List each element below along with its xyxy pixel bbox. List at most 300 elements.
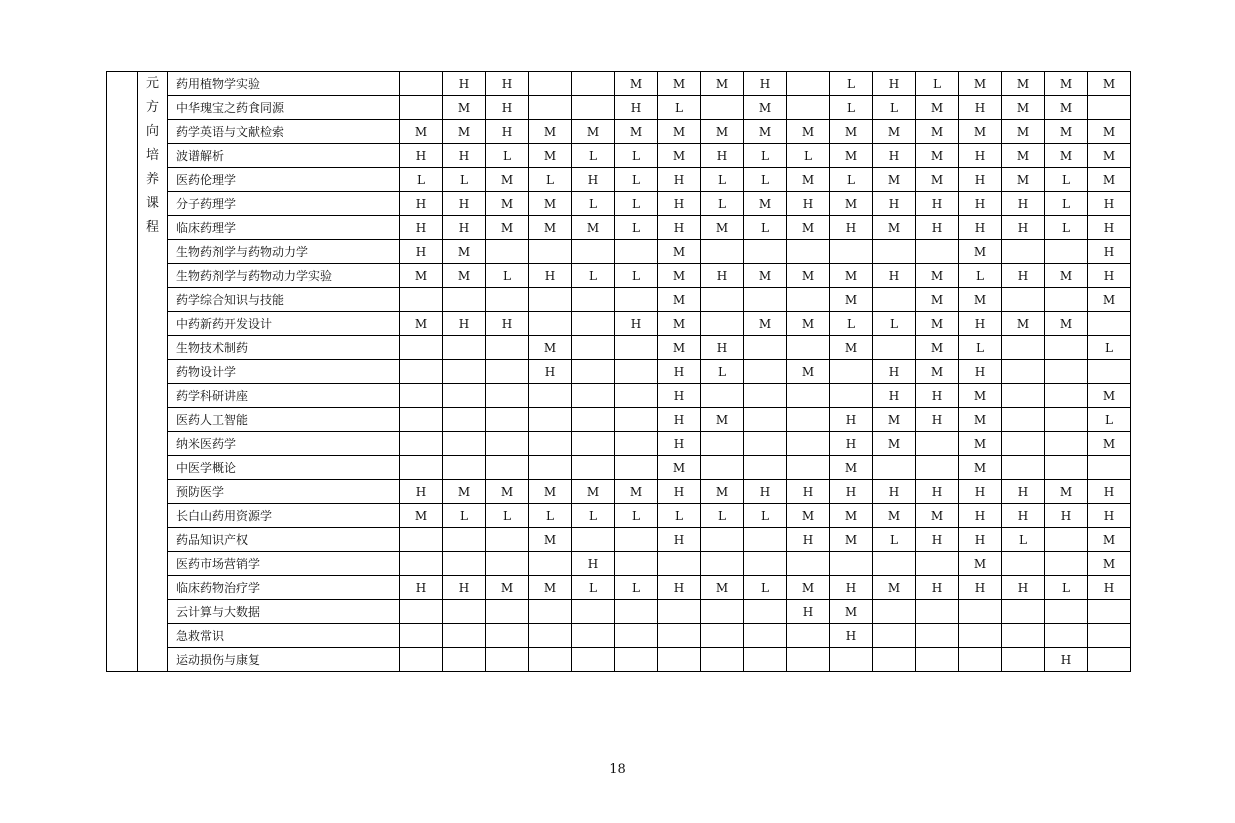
rating-cell: M <box>572 120 615 144</box>
rating-cell: M <box>830 504 873 528</box>
rating-cell: M <box>1088 552 1131 576</box>
rating-cell: H <box>615 312 658 336</box>
rating-cell <box>1002 336 1045 360</box>
side-label-char: 向 <box>145 124 159 139</box>
rating-cell: H <box>1088 192 1131 216</box>
course-name-cell: 生物技术制药 <box>168 336 400 360</box>
rating-cell <box>787 624 830 648</box>
rating-cell: M <box>400 504 443 528</box>
rating-cell <box>486 240 529 264</box>
rating-cell: H <box>1088 504 1131 528</box>
rating-cell: L <box>615 192 658 216</box>
rating-cell: L <box>873 96 916 120</box>
rating-cell <box>873 456 916 480</box>
rating-cell: L <box>701 168 744 192</box>
rating-cell: H <box>830 624 873 648</box>
rating-cell: H <box>400 576 443 600</box>
rating-cell: H <box>916 480 959 504</box>
rating-cell: M <box>916 144 959 168</box>
rating-cell: M <box>658 288 701 312</box>
rating-cell <box>1002 288 1045 312</box>
rating-cell: H <box>486 312 529 336</box>
rating-cell: H <box>658 168 701 192</box>
rating-cell <box>572 432 615 456</box>
rating-cell <box>873 648 916 672</box>
rating-cell <box>529 456 572 480</box>
rating-cell: M <box>787 360 830 384</box>
rating-cell <box>744 528 787 552</box>
course-name-cell: 预防医学 <box>168 480 400 504</box>
rating-cell <box>443 552 486 576</box>
rating-cell: L <box>443 504 486 528</box>
rating-cell: H <box>486 96 529 120</box>
rating-cell <box>1002 432 1045 456</box>
rating-cell: H <box>959 480 1002 504</box>
rating-cell: H <box>658 432 701 456</box>
rating-cell <box>486 360 529 384</box>
rating-cell: M <box>658 312 701 336</box>
rating-cell: M <box>873 168 916 192</box>
rating-cell: M <box>529 120 572 144</box>
rating-cell: H <box>916 528 959 552</box>
rating-cell: L <box>701 504 744 528</box>
rating-cell <box>916 600 959 624</box>
rating-cell: M <box>529 576 572 600</box>
rating-cell <box>787 384 830 408</box>
rating-cell <box>400 456 443 480</box>
rating-cell: M <box>787 576 830 600</box>
rating-cell: H <box>873 384 916 408</box>
table-row <box>107 408 1131 432</box>
rating-cell <box>1088 456 1131 480</box>
rating-cell <box>744 336 787 360</box>
rating-cell <box>701 288 744 312</box>
rating-cell: L <box>744 144 787 168</box>
rating-cell <box>529 312 572 336</box>
course-name-cell: 药用植物学实验 <box>168 72 400 96</box>
rating-cell: L <box>1045 192 1088 216</box>
table-row <box>107 168 1131 192</box>
rating-cell <box>443 600 486 624</box>
rating-cell: H <box>873 192 916 216</box>
rating-cell <box>443 624 486 648</box>
rating-cell <box>572 312 615 336</box>
rating-cell <box>1088 648 1131 672</box>
rating-cell: M <box>486 216 529 240</box>
rating-cell <box>744 456 787 480</box>
rating-cell: H <box>1045 504 1088 528</box>
rating-cell <box>1088 600 1131 624</box>
rating-cell <box>400 384 443 408</box>
rating-cell: M <box>572 216 615 240</box>
rating-cell: L <box>744 168 787 192</box>
rating-cell: L <box>615 264 658 288</box>
rating-cell: M <box>916 360 959 384</box>
rating-cell <box>744 648 787 672</box>
table-row <box>107 504 1131 528</box>
rating-cell <box>701 600 744 624</box>
rating-cell: H <box>486 72 529 96</box>
rating-cell <box>658 600 701 624</box>
rating-cell: M <box>658 240 701 264</box>
rating-cell <box>486 648 529 672</box>
rating-cell <box>1002 600 1045 624</box>
rating-cell: M <box>959 120 1002 144</box>
rating-cell: M <box>1045 96 1088 120</box>
rating-cell <box>916 648 959 672</box>
rating-cell <box>873 600 916 624</box>
rating-cell <box>787 648 830 672</box>
rating-cell: M <box>830 600 873 624</box>
rating-cell: M <box>744 96 787 120</box>
rating-cell <box>443 360 486 384</box>
rating-cell: M <box>959 456 1002 480</box>
rating-cell: L <box>830 96 873 120</box>
rating-cell: M <box>486 480 529 504</box>
rating-cell <box>486 600 529 624</box>
rating-cell <box>787 72 830 96</box>
table-row <box>107 240 1131 264</box>
rating-cell <box>1002 384 1045 408</box>
rating-cell <box>529 96 572 120</box>
rating-cell: H <box>443 312 486 336</box>
rating-cell <box>1045 288 1088 312</box>
rating-cell: H <box>916 576 959 600</box>
rating-cell <box>1088 624 1131 648</box>
rating-cell <box>873 552 916 576</box>
rating-cell: M <box>1002 120 1045 144</box>
rating-cell: H <box>1002 192 1045 216</box>
rating-cell: M <box>1002 96 1045 120</box>
rating-cell: H <box>959 528 1002 552</box>
rating-cell: M <box>873 408 916 432</box>
rating-cell: H <box>959 504 1002 528</box>
rating-cell: H <box>959 216 1002 240</box>
rating-cell: M <box>959 384 1002 408</box>
rating-cell: H <box>873 72 916 96</box>
rating-cell <box>959 600 1002 624</box>
rating-cell <box>1045 552 1088 576</box>
rating-cell <box>1002 624 1045 648</box>
rating-cell <box>572 240 615 264</box>
rating-cell: H <box>1088 264 1131 288</box>
course-name-cell: 药物设计学 <box>168 360 400 384</box>
category-column-cell <box>107 72 138 672</box>
rating-cell: L <box>873 528 916 552</box>
rating-cell: M <box>486 576 529 600</box>
rating-cell: H <box>830 408 873 432</box>
side-label-cell <box>138 72 168 672</box>
rating-cell: M <box>1088 144 1131 168</box>
rating-cell: M <box>400 264 443 288</box>
rating-cell <box>615 528 658 552</box>
rating-cell: L <box>787 144 830 168</box>
rating-cell <box>529 600 572 624</box>
rating-cell <box>701 96 744 120</box>
rating-cell: H <box>1002 264 1045 288</box>
rating-cell <box>572 336 615 360</box>
rating-cell: M <box>873 216 916 240</box>
rating-cell <box>400 360 443 384</box>
rating-cell: M <box>830 528 873 552</box>
rating-cell <box>658 624 701 648</box>
rating-cell: H <box>959 312 1002 336</box>
rating-cell <box>1045 456 1088 480</box>
rating-cell <box>486 528 529 552</box>
rating-cell: H <box>572 552 615 576</box>
rating-cell: H <box>658 216 701 240</box>
rating-cell <box>701 624 744 648</box>
rating-cell: M <box>787 216 830 240</box>
rating-cell: H <box>443 576 486 600</box>
rating-cell <box>400 600 443 624</box>
rating-cell: L <box>572 264 615 288</box>
rating-cell: L <box>959 264 1002 288</box>
rating-cell: M <box>744 192 787 216</box>
rating-cell <box>572 456 615 480</box>
course-name-cell: 药品知识产权 <box>168 528 400 552</box>
rating-cell: M <box>873 504 916 528</box>
course-name-cell: 药学科研讲座 <box>168 384 400 408</box>
course-name-cell: 云计算与大数据 <box>168 600 400 624</box>
rating-cell <box>916 624 959 648</box>
rating-cell: M <box>615 120 658 144</box>
rating-cell <box>701 384 744 408</box>
rating-cell <box>787 408 830 432</box>
rating-cell: L <box>830 168 873 192</box>
rating-cell <box>787 288 830 312</box>
rating-cell: H <box>529 360 572 384</box>
rating-cell <box>1045 336 1088 360</box>
side-label-char: 培 <box>145 148 159 163</box>
rating-cell: H <box>701 336 744 360</box>
rating-cell: M <box>959 72 1002 96</box>
table-row <box>107 624 1131 648</box>
rating-cell: L <box>701 360 744 384</box>
rating-cell <box>916 432 959 456</box>
rating-cell <box>615 384 658 408</box>
rating-cell: L <box>1045 168 1088 192</box>
rating-cell: L <box>1088 336 1131 360</box>
rating-cell: M <box>529 216 572 240</box>
page-number: 18 <box>609 762 626 777</box>
rating-cell <box>744 432 787 456</box>
rating-cell <box>873 624 916 648</box>
rating-cell: H <box>959 192 1002 216</box>
rating-cell <box>529 384 572 408</box>
rating-cell <box>443 408 486 432</box>
rating-cell <box>572 648 615 672</box>
rating-cell <box>615 648 658 672</box>
rating-cell: H <box>916 216 959 240</box>
rating-cell <box>916 240 959 264</box>
rating-cell <box>400 528 443 552</box>
rating-cell: M <box>873 432 916 456</box>
rating-cell: M <box>658 120 701 144</box>
rating-cell <box>1002 552 1045 576</box>
rating-cell: L <box>443 168 486 192</box>
rating-cell: L <box>1088 408 1131 432</box>
side-label-char: 养 <box>145 172 159 187</box>
rating-cell: M <box>529 192 572 216</box>
rating-cell: M <box>1045 480 1088 504</box>
course-name-cell: 药学英语与文献检索 <box>168 120 400 144</box>
rating-cell <box>1002 360 1045 384</box>
rating-cell <box>830 552 873 576</box>
table-row <box>107 264 1131 288</box>
rating-cell: L <box>1002 528 1045 552</box>
rating-cell: M <box>443 120 486 144</box>
rating-cell: H <box>529 264 572 288</box>
rating-cell: M <box>529 144 572 168</box>
table-row <box>107 384 1131 408</box>
rating-cell <box>486 432 529 456</box>
rating-cell: M <box>916 264 959 288</box>
rating-cell: M <box>529 336 572 360</box>
table-row <box>107 576 1131 600</box>
rating-cell: M <box>830 288 873 312</box>
rating-cell <box>400 552 443 576</box>
course-name-cell: 中医学概论 <box>168 456 400 480</box>
rating-cell: M <box>830 144 873 168</box>
rating-cell <box>1088 312 1131 336</box>
rating-cell: M <box>443 480 486 504</box>
rating-cell <box>443 336 486 360</box>
rating-cell: M <box>959 432 1002 456</box>
course-name-cell: 药学综合知识与技能 <box>168 288 400 312</box>
rating-cell <box>400 648 443 672</box>
course-matrix-table <box>106 71 1131 672</box>
rating-cell <box>400 408 443 432</box>
rating-cell: H <box>787 480 830 504</box>
rating-cell <box>443 528 486 552</box>
rating-cell <box>572 384 615 408</box>
rating-cell <box>529 240 572 264</box>
rating-cell: M <box>701 216 744 240</box>
rating-cell: M <box>443 96 486 120</box>
rating-cell <box>1002 648 1045 672</box>
rating-cell: H <box>443 144 486 168</box>
course-name-cell: 纳米医药学 <box>168 432 400 456</box>
rating-cell <box>658 552 701 576</box>
rating-cell: H <box>744 480 787 504</box>
rating-cell: M <box>701 576 744 600</box>
rating-cell <box>486 552 529 576</box>
rating-cell <box>1045 432 1088 456</box>
rating-cell <box>529 552 572 576</box>
rating-cell <box>744 624 787 648</box>
rating-cell: M <box>916 288 959 312</box>
course-name-cell: 急救常识 <box>168 624 400 648</box>
rating-cell: H <box>873 264 916 288</box>
rating-cell: H <box>873 360 916 384</box>
rating-cell: M <box>1088 432 1131 456</box>
table-row <box>107 288 1131 312</box>
rating-cell: L <box>701 192 744 216</box>
rating-cell <box>1045 600 1088 624</box>
rating-cell: H <box>443 72 486 96</box>
rating-cell: M <box>916 120 959 144</box>
rating-cell <box>615 624 658 648</box>
rating-cell: M <box>658 144 701 168</box>
course-name-cell: 生物药剂学与药物动力学实验 <box>168 264 400 288</box>
rating-cell: H <box>916 384 959 408</box>
rating-cell: L <box>658 96 701 120</box>
rating-cell <box>1088 96 1131 120</box>
rating-cell <box>615 600 658 624</box>
rating-cell: L <box>744 576 787 600</box>
rating-cell <box>400 72 443 96</box>
rating-cell: H <box>1088 240 1131 264</box>
rating-cell <box>1045 408 1088 432</box>
rating-cell <box>787 240 830 264</box>
rating-cell: M <box>572 480 615 504</box>
rating-cell: H <box>658 576 701 600</box>
rating-cell <box>701 648 744 672</box>
course-name-cell: 医药市场营销学 <box>168 552 400 576</box>
rating-cell: L <box>615 144 658 168</box>
rating-cell: L <box>572 504 615 528</box>
rating-cell: L <box>916 72 959 96</box>
rating-cell: H <box>959 576 1002 600</box>
rating-cell <box>1045 384 1088 408</box>
table-row <box>107 648 1131 672</box>
rating-cell <box>1002 408 1045 432</box>
course-name-cell: 生物药剂学与药物动力学 <box>168 240 400 264</box>
rating-cell <box>400 288 443 312</box>
rating-cell <box>744 288 787 312</box>
rating-cell <box>701 312 744 336</box>
rating-cell: M <box>615 72 658 96</box>
rating-cell <box>873 288 916 312</box>
rating-cell <box>443 384 486 408</box>
rating-cell <box>615 552 658 576</box>
rating-cell: L <box>959 336 1002 360</box>
side-label-char: 课 <box>145 196 159 211</box>
rating-cell: H <box>787 528 830 552</box>
rating-cell: M <box>658 264 701 288</box>
course-name-cell: 波谱解析 <box>168 144 400 168</box>
rating-cell: L <box>1045 576 1088 600</box>
rating-cell <box>658 648 701 672</box>
rating-cell: M <box>1002 312 1045 336</box>
rating-cell: M <box>916 504 959 528</box>
rating-cell: L <box>572 576 615 600</box>
rating-cell: M <box>830 192 873 216</box>
rating-cell: L <box>486 264 529 288</box>
rating-cell <box>486 336 529 360</box>
rating-cell <box>572 288 615 312</box>
rating-cell <box>787 336 830 360</box>
rating-cell <box>615 432 658 456</box>
rating-cell: L <box>615 576 658 600</box>
rating-cell: H <box>658 384 701 408</box>
rating-cell: H <box>873 144 916 168</box>
table-row <box>107 432 1131 456</box>
rating-cell: H <box>959 360 1002 384</box>
rating-cell <box>701 552 744 576</box>
rating-cell: H <box>658 192 701 216</box>
rating-cell <box>486 384 529 408</box>
rating-cell <box>529 624 572 648</box>
course-name-cell: 中药新药开发设计 <box>168 312 400 336</box>
rating-cell: M <box>701 72 744 96</box>
rating-cell: L <box>830 312 873 336</box>
rating-cell <box>701 240 744 264</box>
rating-cell: H <box>486 120 529 144</box>
rating-cell: M <box>1045 120 1088 144</box>
rating-cell <box>443 432 486 456</box>
